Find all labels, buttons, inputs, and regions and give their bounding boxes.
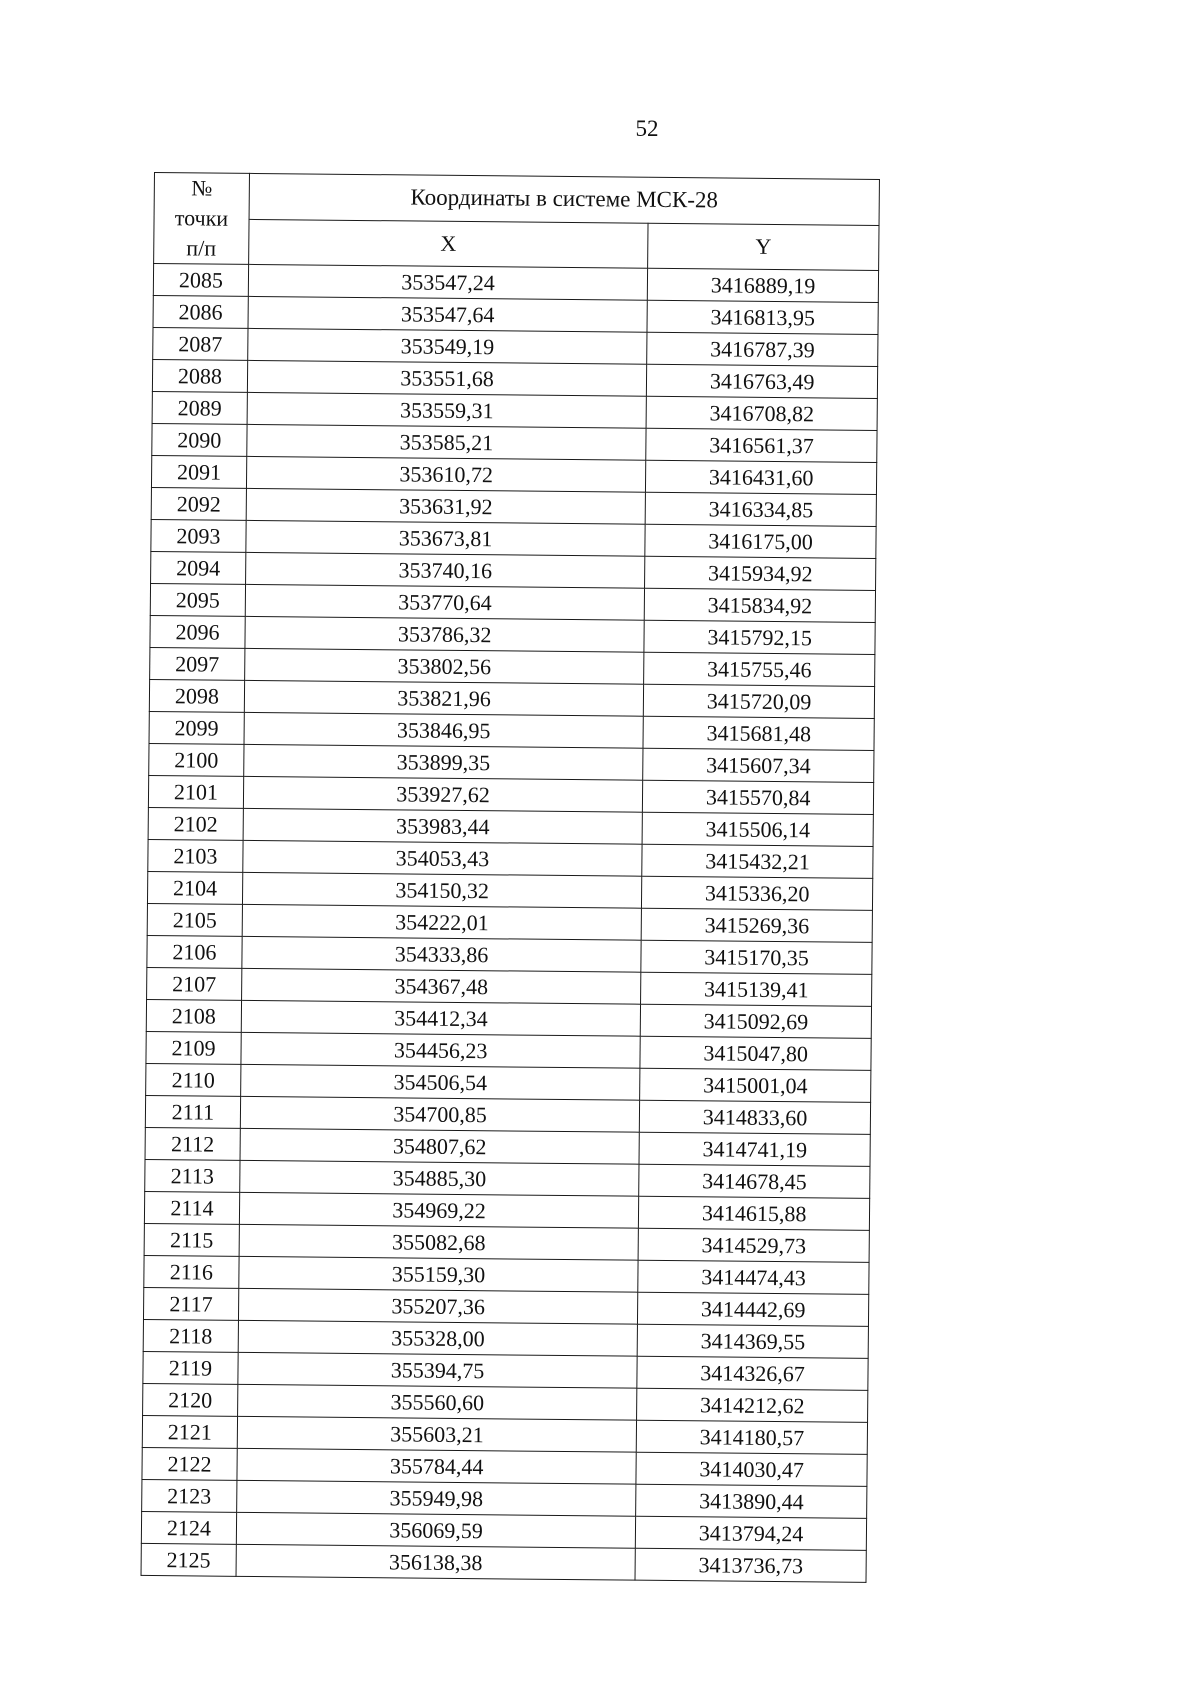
x-column-header: X [249, 219, 649, 268]
point-number-header-line2: точки [174, 205, 229, 231]
x-coordinate-cell: 353559,31 [247, 392, 647, 428]
x-coordinate-cell: 353673,81 [246, 520, 646, 556]
x-coordinate-cell: 354053,43 [243, 840, 643, 876]
point-number-cell: 2088 [152, 359, 247, 392]
coordinates-table [141, 172, 880, 1583]
point-number-cell: 2122 [142, 1447, 237, 1480]
x-coordinate-cell: 353899,35 [244, 744, 644, 780]
point-number-cell: 2086 [153, 295, 248, 328]
y-coordinate-cell: 3416787,39 [647, 332, 878, 366]
y-coordinate-cell: 3415506,14 [642, 812, 873, 846]
y-coordinate-cell: 3416813,95 [647, 300, 878, 334]
point-number-cell: 2100 [149, 743, 244, 776]
y-coordinate-cell: 3413736,73 [635, 1548, 866, 1582]
x-coordinate-cell: 353547,64 [248, 296, 648, 332]
y-coordinate-cell: 3416763,49 [647, 364, 878, 398]
point-number-cell: 2092 [151, 487, 246, 520]
point-number-cell: 2111 [145, 1095, 240, 1128]
x-coordinate-cell: 353631,92 [246, 488, 646, 524]
y-coordinate-cell: 3415934,92 [645, 556, 876, 590]
y-coordinate-cell: 3413794,24 [636, 1516, 867, 1550]
y-coordinate-cell: 3415139,41 [641, 972, 872, 1006]
x-coordinate-cell: 354506,54 [241, 1064, 641, 1100]
y-coordinate-cell: 3415570,84 [643, 780, 874, 814]
x-coordinate-cell: 355082,68 [239, 1224, 639, 1260]
x-coordinate-cell: 353802,56 [245, 648, 645, 684]
y-coordinate-cell: 3414615,88 [639, 1196, 870, 1230]
y-coordinate-cell: 3415047,80 [640, 1036, 871, 1070]
table-header [154, 173, 880, 271]
x-coordinate-cell: 354222,01 [242, 904, 642, 940]
y-coordinate-cell: 3414741,19 [639, 1132, 870, 1166]
point-number-header-line1: № [191, 175, 213, 201]
point-number-cell: 2105 [147, 903, 242, 936]
point-number-cell: 2108 [146, 999, 241, 1032]
coordinates-system-header: Координаты в системе МСК-28 [249, 173, 880, 225]
point-number-cell: 2117 [143, 1287, 238, 1320]
y-coordinate-cell: 3415092,69 [640, 1004, 871, 1038]
point-number-cell: 2123 [142, 1479, 237, 1512]
point-number-cell: 2098 [149, 679, 244, 712]
point-number-cell: 2119 [143, 1351, 238, 1384]
x-coordinate-cell: 353927,62 [243, 776, 643, 812]
point-number-cell: 2110 [146, 1063, 241, 1096]
y-coordinate-cell: 3413890,44 [636, 1484, 867, 1518]
y-coordinate-cell: 3416561,37 [646, 428, 877, 462]
y-coordinate-cell: 3415001,04 [640, 1068, 871, 1102]
x-coordinate-cell: 353983,44 [243, 808, 643, 844]
x-coordinate-cell: 356069,59 [236, 1512, 636, 1548]
y-coordinate-cell: 3416889,19 [648, 268, 879, 302]
x-coordinate-cell: 355394,75 [238, 1352, 638, 1388]
y-coordinate-cell: 3416334,85 [645, 492, 876, 526]
point-number-cell: 2109 [146, 1031, 241, 1064]
x-coordinate-cell: 354333,86 [242, 936, 642, 972]
x-coordinate-cell: 353770,64 [245, 584, 645, 620]
x-coordinate-cell: 355560,60 [237, 1384, 637, 1420]
point-number-cell: 2090 [152, 423, 247, 456]
y-coordinate-cell: 3414442,69 [638, 1292, 869, 1326]
y-coordinate-cell: 3415681,48 [643, 716, 874, 750]
y-coordinate-cell: 3414369,55 [637, 1324, 868, 1358]
point-number-cell: 2103 [148, 839, 243, 872]
point-number-cell: 2104 [147, 871, 242, 904]
x-coordinate-cell: 354367,48 [241, 968, 641, 1004]
point-number-cell: 2106 [147, 935, 242, 968]
table-body [141, 264, 879, 1583]
point-number-cell: 2118 [143, 1319, 238, 1352]
point-number-header-line3: п/п [186, 235, 217, 261]
point-number-cell: 2091 [151, 455, 246, 488]
x-coordinate-cell: 353585,21 [247, 424, 647, 460]
y-coordinate-cell: 3415834,92 [644, 588, 875, 622]
x-coordinate-cell: 355949,98 [237, 1480, 637, 1516]
x-coordinate-cell: 353549,19 [248, 328, 648, 364]
point-number-header [154, 173, 250, 265]
point-number-cell: 2085 [153, 264, 248, 297]
point-number-cell: 2114 [144, 1191, 239, 1224]
point-number-cell: 2120 [143, 1383, 238, 1416]
x-coordinate-cell: 353786,32 [245, 616, 645, 652]
x-coordinate-cell: 354885,30 [240, 1160, 640, 1196]
x-coordinate-cell: 354456,23 [241, 1032, 641, 1068]
y-coordinate-cell: 3415432,21 [642, 844, 873, 878]
y-coordinate-cell: 3414212,62 [637, 1388, 868, 1422]
point-number-cell: 2094 [151, 551, 246, 584]
x-coordinate-cell: 353821,96 [244, 680, 644, 716]
y-coordinate-cell: 3415336,20 [642, 876, 873, 910]
point-number-cell: 2099 [149, 711, 244, 744]
point-number-cell: 2101 [148, 775, 243, 808]
x-coordinate-cell: 354969,22 [239, 1192, 639, 1228]
x-coordinate-cell: 356138,38 [236, 1544, 636, 1580]
y-coordinate-cell: 3416431,60 [646, 460, 877, 494]
x-coordinate-cell: 354700,85 [240, 1096, 640, 1132]
y-column-header: Y [648, 223, 879, 271]
x-coordinate-cell: 354807,62 [240, 1128, 640, 1164]
header-row-axes [154, 218, 879, 270]
point-number-cell: 2097 [150, 647, 245, 680]
y-coordinate-cell: 3414326,67 [637, 1356, 868, 1390]
point-number-cell: 2087 [153, 327, 248, 360]
point-number-cell: 2093 [151, 519, 246, 552]
x-coordinate-cell: 353740,16 [245, 552, 645, 588]
point-number-cell: 2095 [150, 583, 245, 616]
y-coordinate-cell: 3414180,57 [636, 1420, 867, 1454]
y-coordinate-cell: 3415792,15 [644, 620, 875, 654]
page-number: 52 [635, 116, 659, 141]
y-coordinate-cell: 3414529,73 [638, 1228, 869, 1262]
x-coordinate-cell: 353846,95 [244, 712, 644, 748]
point-number-cell: 2121 [142, 1415, 237, 1448]
point-number-cell: 2125 [141, 1543, 236, 1576]
x-coordinate-cell: 354150,32 [242, 872, 642, 908]
y-coordinate-cell: 3414474,43 [638, 1260, 869, 1294]
y-coordinate-cell: 3414678,45 [639, 1164, 870, 1198]
x-coordinate-cell: 355159,30 [239, 1256, 639, 1292]
point-number-cell: 2096 [150, 615, 245, 648]
y-coordinate-cell: 3414833,60 [640, 1100, 871, 1134]
x-coordinate-cell: 355207,36 [238, 1288, 638, 1324]
x-coordinate-cell: 355784,44 [237, 1448, 637, 1484]
point-number-cell: 2112 [145, 1127, 240, 1160]
point-number-cell: 2089 [152, 391, 247, 424]
table-row [141, 1543, 866, 1582]
y-coordinate-cell: 3416175,00 [645, 524, 876, 558]
point-number-cell: 2124 [141, 1511, 236, 1544]
header-row-main [154, 173, 879, 225]
y-coordinate-cell: 3415607,34 [643, 748, 874, 782]
x-coordinate-cell: 353551,68 [247, 360, 647, 396]
point-number-cell: 2115 [144, 1223, 239, 1256]
y-coordinate-cell: 3415755,46 [644, 652, 875, 686]
point-number-cell: 2102 [148, 807, 243, 840]
y-coordinate-cell: 3414030,47 [636, 1452, 867, 1486]
y-coordinate-cell: 3415269,36 [641, 908, 872, 942]
x-coordinate-cell: 355328,00 [238, 1320, 638, 1356]
y-coordinate-cell: 3416708,82 [646, 396, 877, 430]
x-coordinate-cell: 353547,24 [248, 264, 648, 300]
point-number-cell: 2107 [147, 967, 242, 1000]
x-coordinate-cell: 355603,21 [237, 1416, 637, 1452]
x-coordinate-cell: 354412,34 [241, 1000, 641, 1036]
point-number-cell: 2116 [144, 1255, 239, 1288]
y-coordinate-cell: 3415720,09 [644, 684, 875, 718]
point-number-cell: 2113 [145, 1159, 240, 1192]
y-coordinate-cell: 3415170,35 [641, 940, 872, 974]
x-coordinate-cell: 353610,72 [246, 456, 646, 492]
